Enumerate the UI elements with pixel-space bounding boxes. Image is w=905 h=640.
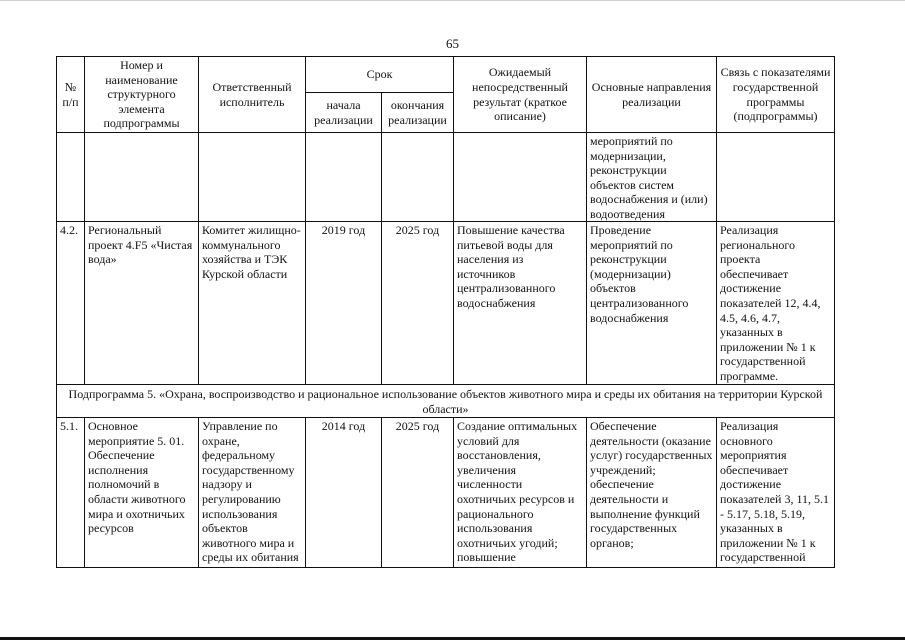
- cont-end-cell: [381, 132, 454, 222]
- cont-directions-cell: мероприятий по модернизации, реконструкции объектов систем водоснабжения и (или) водоотведения: [586, 132, 717, 222]
- row-5-1-exec: Управление по охране, федеральному государственному надзору и регулированию использования объектов животного мира и среды их обитания: [198, 417, 306, 568]
- row-5-1-link: Реализация основного мероприятия обеспечивает достижение показателей 3, 11, 5.1 - 5.17, 5.18, 5.19, указанных в приложении № 1 к государственной: [716, 417, 835, 568]
- header-end: окончания реализации: [381, 92, 454, 133]
- row-5-1-end: 2025 год: [381, 417, 454, 568]
- header-num: № п/п: [56, 56, 85, 133]
- cont-num-cell: [56, 132, 85, 222]
- row-4-2-link: Реализация регионального проекта обеспечивает достижение показателей 12, 4.4, 4.5, 4.6, 4.7, указанных в приложении № 1 к государственной программе.: [716, 221, 835, 385]
- header-start: начала реализации: [305, 92, 382, 133]
- row-4-2-result: Повышение качества питьевой воды для населения из источников централизованного водоснабжения: [453, 221, 587, 385]
- row-5-1-directions: Обеспечение деятельности (оказание услуг) государственных учреждений; обеспечение деятельности и выполнение функций государственных органов;: [586, 417, 717, 568]
- header-link: Связь с показателями государственной программы (подпрограммы): [716, 56, 835, 133]
- row-5-1-result: Создание оптимальных условий для восстановления, увеличения численности охотничьих ресурсов и рационального использования охотничьих угодий; повышение: [453, 417, 587, 568]
- cont-result-cell: [453, 132, 587, 222]
- header-term: Срок: [305, 56, 454, 93]
- row-5-1-num: 5.1.: [56, 417, 85, 568]
- row-5-1-name: Основное мероприятие 5. 01. Обеспечение исполнения полномочий в области животного мира и охотничьих ресурсов: [84, 417, 199, 568]
- row-5-1-start: 2014 год: [305, 417, 382, 568]
- row-4-2-name: Региональный проект 4.F5 «Чистая вода»: [84, 221, 199, 385]
- row-4-2-end: 2025 год: [381, 221, 454, 385]
- subprogram-5-title: Подпрограмма 5. «Охрана, воспроизводство и рациональное использование объектов животного мира и среды их обитания на территории Курской области»: [56, 384, 835, 418]
- page-number: 65: [446, 36, 459, 51]
- header-name: Номер и наименование структурного элемента подпрограммы: [84, 56, 199, 133]
- cont-link-cell: [716, 132, 835, 222]
- header-result: Ожидаемый непосредственный результат (краткое описание): [453, 56, 587, 133]
- row-4-2-start: 2019 год: [305, 221, 382, 385]
- cont-name-cell: [84, 132, 199, 222]
- header-directions: Основные направления реализации: [586, 56, 717, 133]
- row-4-2-num: 4.2.: [56, 221, 85, 385]
- cont-start-cell: [305, 132, 382, 222]
- cont-exec-cell: [198, 132, 306, 222]
- row-4-2-exec: Комитет жилищно-коммунального хозяйства и ТЭК Курской области: [198, 221, 306, 385]
- header-exec: Ответственный исполнитель: [198, 56, 306, 133]
- row-4-2-directions: Проведение мероприятий по реконструкции (модернизации) объектов централизованного водоснабжения: [586, 221, 717, 385]
